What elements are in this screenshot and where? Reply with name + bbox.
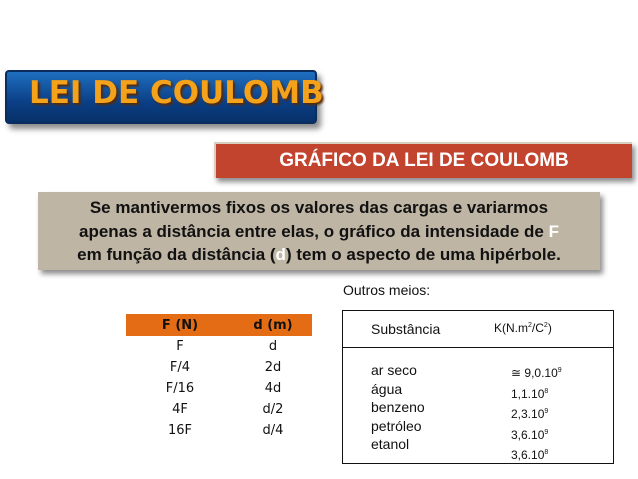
k-mantissa: 3,6.10 bbox=[511, 427, 545, 442]
header-substance: Substância bbox=[371, 321, 441, 337]
distance-cell: d bbox=[268, 339, 278, 354]
approx-symbol: ≅ bbox=[511, 366, 525, 380]
paragraph-line-1: Se mantivermos fixos os valores das cargas e variarmos bbox=[89, 198, 549, 217]
other-media-label: Outros meios: bbox=[343, 282, 431, 298]
table-row bbox=[126, 399, 312, 420]
force-cell: F/16 bbox=[165, 381, 195, 396]
header-k-constant bbox=[494, 321, 552, 335]
k-exponent: 9 bbox=[557, 367, 562, 374]
highlight-f: F bbox=[548, 221, 559, 241]
k-unit-exponent: 2 bbox=[528, 322, 532, 329]
paragraph-text: apenas a distância entre elas, o gráfico da intensidade de bbox=[79, 221, 549, 241]
k-mantissa: 1,1.10 bbox=[511, 386, 545, 401]
k-value-column bbox=[511, 362, 562, 465]
k-value bbox=[511, 424, 562, 445]
substance-name: água bbox=[371, 380, 403, 397]
k-exponent: 8 bbox=[544, 387, 549, 395]
table-row bbox=[126, 336, 312, 357]
distance-cell: 2d bbox=[264, 360, 282, 375]
force-distance-table bbox=[126, 314, 312, 441]
distance-cell: 4d bbox=[264, 381, 282, 396]
distance-cell: d/2 bbox=[262, 402, 284, 417]
substance-name: etanol bbox=[371, 436, 410, 452]
k-value bbox=[511, 362, 562, 383]
k-mantissa: 3,6.10 bbox=[511, 448, 545, 462]
paragraph-text: ) tem o aspecto de uma hipérbole. bbox=[285, 245, 561, 264]
slide-title: LEI DE COULOMB bbox=[29, 75, 324, 111]
header-distance: d (m) bbox=[234, 314, 312, 336]
explanation-paragraph bbox=[38, 192, 600, 270]
k-unit-text: ) bbox=[547, 321, 552, 335]
paragraph-text: em função da distância ( bbox=[77, 245, 276, 264]
k-unit-text: K(N.m bbox=[494, 321, 528, 335]
force-cell: F/4 bbox=[169, 360, 191, 375]
substance-name: benzeno bbox=[371, 399, 425, 415]
k-unit-exponent: 2 bbox=[543, 322, 548, 329]
table-row bbox=[126, 357, 312, 378]
substance-name: ar seco bbox=[371, 362, 417, 378]
table-row bbox=[126, 378, 312, 399]
k-exponent: 8 bbox=[544, 449, 549, 456]
coulomb-constant-table bbox=[342, 310, 614, 464]
paragraph-line-3 bbox=[38, 243, 600, 267]
force-cell: 16F bbox=[167, 423, 193, 438]
subtitle-box: GRÁFICO DA LEI DE COULOMB bbox=[214, 142, 632, 178]
force-cell: F bbox=[176, 339, 184, 354]
k-value bbox=[511, 383, 562, 404]
k-mantissa: 9,0.10 bbox=[524, 366, 558, 380]
k-unit-text: /C bbox=[531, 321, 544, 335]
k-exponent: 9 bbox=[544, 408, 549, 415]
k-mantissa: 2,3.10 bbox=[511, 407, 545, 421]
header-force: F (N) bbox=[126, 314, 234, 336]
k-value bbox=[511, 403, 562, 424]
highlight-d: d bbox=[275, 245, 286, 264]
distance-cell: d/4 bbox=[262, 423, 284, 438]
substance-name: petróleo bbox=[371, 417, 422, 434]
k-table-header bbox=[343, 311, 613, 348]
k-exponent: 9 bbox=[544, 428, 549, 436]
title-banner bbox=[5, 70, 324, 124]
substance-column bbox=[371, 361, 425, 454]
k-value bbox=[511, 444, 562, 465]
paragraph-line-2 bbox=[38, 220, 600, 244]
force-cell: 4F bbox=[172, 402, 188, 417]
table-row bbox=[126, 420, 312, 441]
